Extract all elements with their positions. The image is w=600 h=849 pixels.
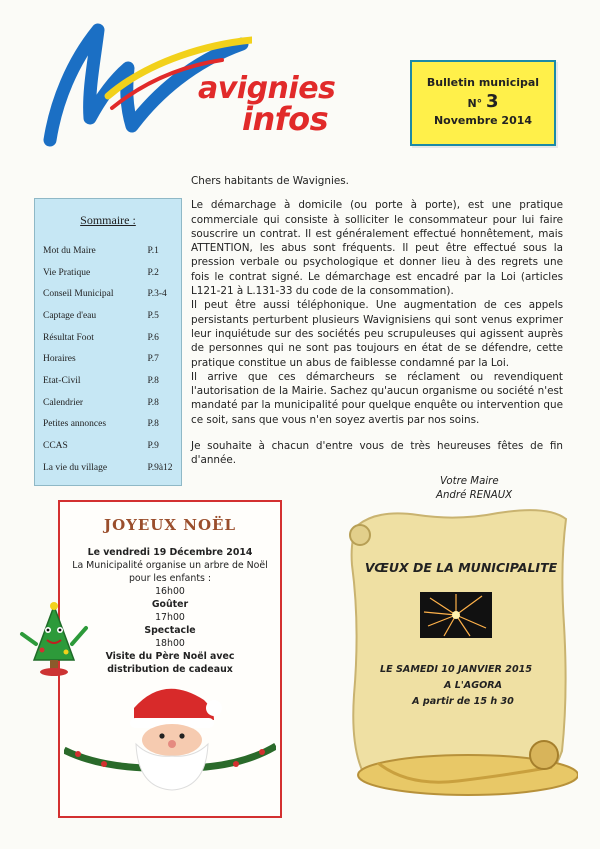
sommaire-item-label: Mot du Maire [43,245,96,256]
sommaire-row [35,305,181,327]
noel-intro: La Municipalité organise un arbre de Noël pour les enfants : [72,560,268,584]
sommaire-row [35,327,181,349]
logo-line-2: infos [242,100,329,138]
voeux-time: A partir de 15 h 30 [412,696,514,707]
firework-icon [420,592,492,638]
bulletin-title: Bulletin municipal [426,76,540,89]
sommaire-row [35,457,181,479]
sommaire-item-label: Etat-Civil [43,375,81,386]
sommaire-item-page: P.8 [147,397,159,408]
sommaire-row [35,283,181,305]
santa-claus-icon [64,680,276,792]
sommaire-row [35,348,181,370]
letter-paragraph-4: Je souhaite à chacun d'entre vous de très heureuses fêtes de fin d'année. [191,440,563,467]
logo-text [198,71,388,138]
noel-title: JOYEUX NOËL [103,516,236,534]
sommaire-item-page: P.2 [147,267,159,278]
sommaire-item-label: Petites annonces [43,419,107,430]
sommaire-item-page: P.9 [147,441,159,452]
sommaire-item-page: P.9à12 [147,462,173,473]
bulletin-number-value: 3 [486,91,499,112]
voeux-date: LE SAMEDI 10 JANVIER 2015 [379,664,532,675]
sommaire-item-page: P.6 [147,332,159,343]
parchment-scroll [338,505,578,805]
sommaire-item-label: Captage d'eau [43,310,97,321]
letter-paragraph-2: Il peut être aussi téléphonique. Une augmentation de ces appels persistants perturbent plusieurs Wavignisiens qui sont venus exprimer leur inquiétude sur des sociétés peu scrupuleuses qui agissent auprès de personnes qui ne sont pas toujours en état de se défendre, cette pratique constitue un abus de faiblesse condamné par la Loi. [191,299,563,369]
letter-paragraph-3: Il arrive que ces démarcheurs se réclament ou revendiquent l'autorisation de la Mairie. Sachez qu'aucun organisme ou société n'est mandaté par la municipalité pour quelque enquête ou intervention que ce soit, sans que vous n'en soyez avertis par nos soins. [191,370,563,426]
sommaire-item-label: La vie du village [43,462,108,473]
sommaire-item-label: Calendrier [43,397,84,408]
sommaire-item-label: Horaires [43,354,76,365]
voeux-title: VŒUX DE LA MUNICIPALITE [364,560,558,575]
noel-time-3: 18h00 [155,638,185,649]
noel-box [58,500,282,818]
signature-name: André RENAUX [436,490,513,501]
letter-paragraph-1: Le démarchage à domicile (ou porte à porte), est une pratique commerciale qui consiste à solliciter le consommateur pour lui faire souscrire un contrat. Il est généralement effectué honnêtement, mais ATTENTION, les abus sont fréquents. Il peut être effectué sous la pression verbale ou psychologique et donner lieu à des regrets une fois le contrat signé. Le démarchage est encadré par la Loi (articles L121-21 à L.131-33 du code de la consommation). [191,199,563,298]
sommaire-row [35,392,181,414]
sommaire-box [34,198,182,486]
sommaire-row [35,414,181,436]
sommaire-item-label: CCAS [43,441,68,452]
christmas-tree-icon [14,600,94,680]
voeux-place: A L'AGORA [443,680,503,691]
bulletin-box [410,60,556,146]
sommaire-row [35,370,181,392]
letter-signature [436,475,576,503]
mayor-letter [191,174,563,468]
sommaire-title: Sommaire : [80,213,136,227]
sommaire-row [35,262,181,284]
noel-time-2: 17h00 [155,612,185,623]
firework-image [420,592,492,638]
voeux-details [356,662,556,710]
bulletin-date: Novembre 2014 [433,114,533,127]
sommaire-item-page: P.1 [147,245,159,256]
sommaire-list [35,240,181,479]
sommaire-item-label: Résultat Foot [43,332,94,343]
sommaire-item-label: Conseil Municipal [43,289,114,300]
signature-role: Votre Maire [440,476,499,487]
noel-time-1: 16h00 [155,586,185,597]
noel-event-3: Visite du Père Noël avec distribution de cadeaux [105,651,235,675]
noel-event-2: Spectacle [144,625,196,636]
sommaire-row [35,435,181,457]
bulletin-number [412,91,554,112]
sommaire-item-page: P.3-4 [147,289,167,300]
noel-event-1: Goûter [151,599,189,610]
sommaire-item-page: P.8 [147,419,159,430]
sommaire-row [35,240,181,262]
sommaire-item-page: P.8 [147,375,159,386]
logo-line-1: avignies [198,71,336,106]
noel-date: Le vendredi 19 Décembre 2014 [87,547,253,558]
letter-greeting: Chers habitants de Wavignies. [191,175,349,187]
sommaire-item-page: P.7 [147,354,159,365]
bulletin-number-prefix: N° [467,97,483,110]
sommaire-item-page: P.5 [147,310,159,321]
sommaire-item-label: Vie Pratique [43,267,91,278]
